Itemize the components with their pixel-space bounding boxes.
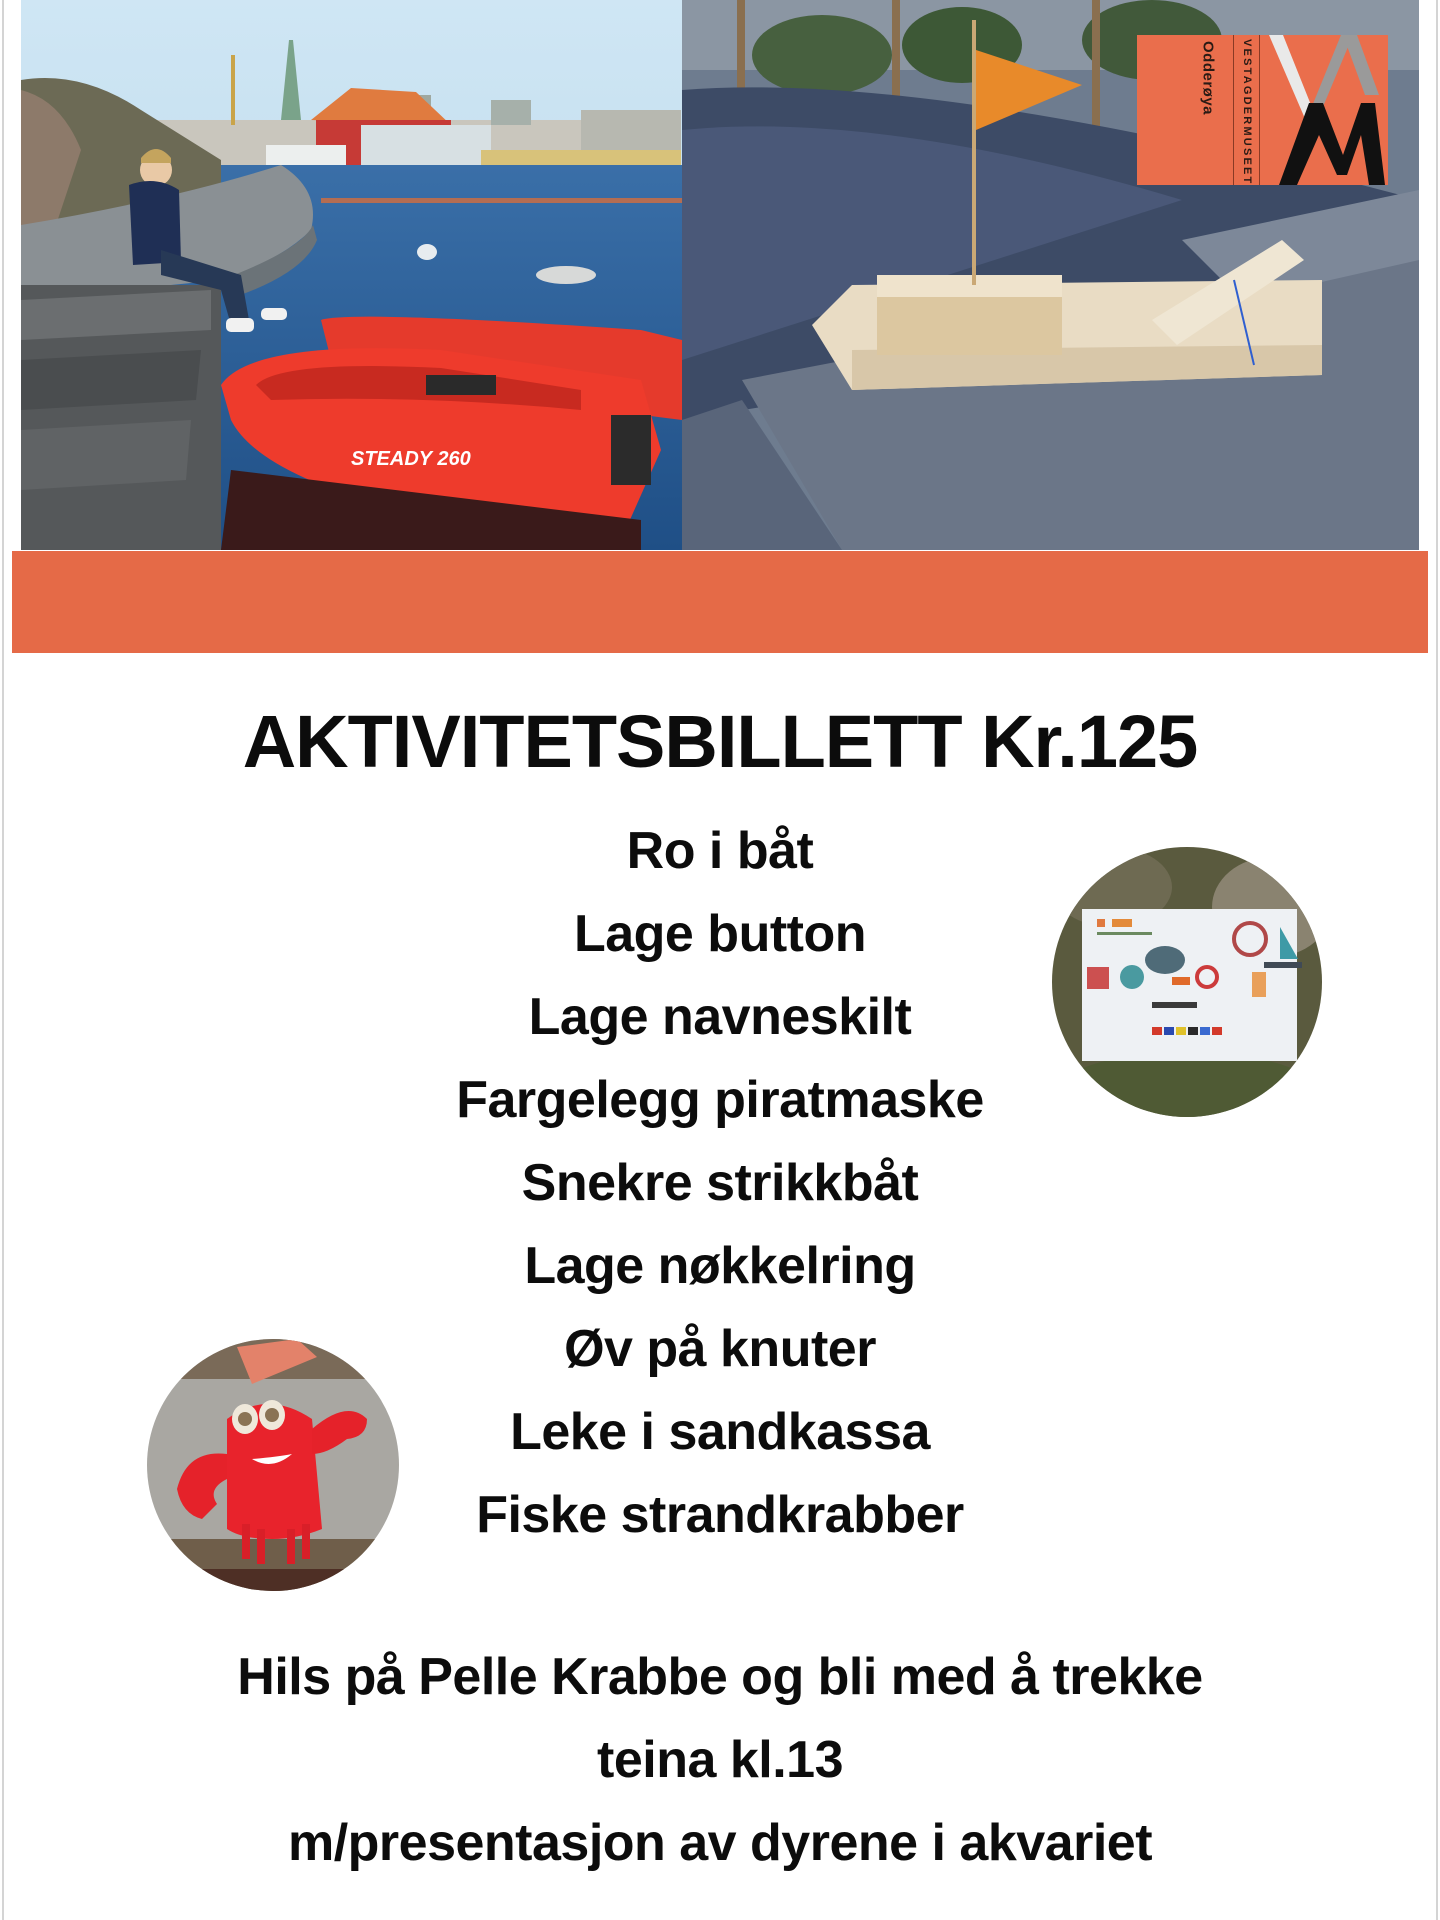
- activity-item: Fiske strandkrabber: [476, 1486, 964, 1544]
- logo-museum-name: VESTAGDERMUSEET: [1241, 39, 1253, 185]
- photo-circle-crab-costume: [147, 1339, 399, 1591]
- vm-logo-mark-icon: [1261, 35, 1388, 185]
- activity-item: Ro i båt: [626, 822, 814, 880]
- museum-logo: [1137, 35, 1388, 185]
- photo-circle-name-sign: [1052, 847, 1322, 1117]
- footer-line: teina kl.13: [597, 1731, 843, 1789]
- activity-item: Snekre strikkbåt: [521, 1154, 919, 1212]
- logo-rule: [1233, 35, 1234, 185]
- activity-item: Fargelegg piratmaske: [456, 1071, 984, 1129]
- photo-harbour-boats: [21, 0, 682, 550]
- activity-item: Øv på knuter: [564, 1320, 876, 1378]
- logo-place-name: Odderøya: [1199, 41, 1217, 116]
- footer-line: Hils på Pelle Krabbe og bli med å trekke: [237, 1648, 1203, 1706]
- activity-item: Leke i sandkassa: [510, 1403, 930, 1461]
- orange-banner: [12, 551, 1428, 653]
- boat-label: STEADY 260: [351, 448, 471, 470]
- logo-rule: [1259, 35, 1260, 185]
- ticket-title: AKTIVITETSBILLETT Kr.125: [242, 700, 1198, 783]
- footer-line: m/presentasjon av dyrene i akvariet: [287, 1814, 1153, 1872]
- footer-text: [0, 1636, 1440, 1885]
- activity-item: Lage navneskilt: [528, 988, 912, 1046]
- activity-item: Lage nøkkelring: [524, 1237, 916, 1295]
- activity-item: Lage button: [573, 905, 866, 963]
